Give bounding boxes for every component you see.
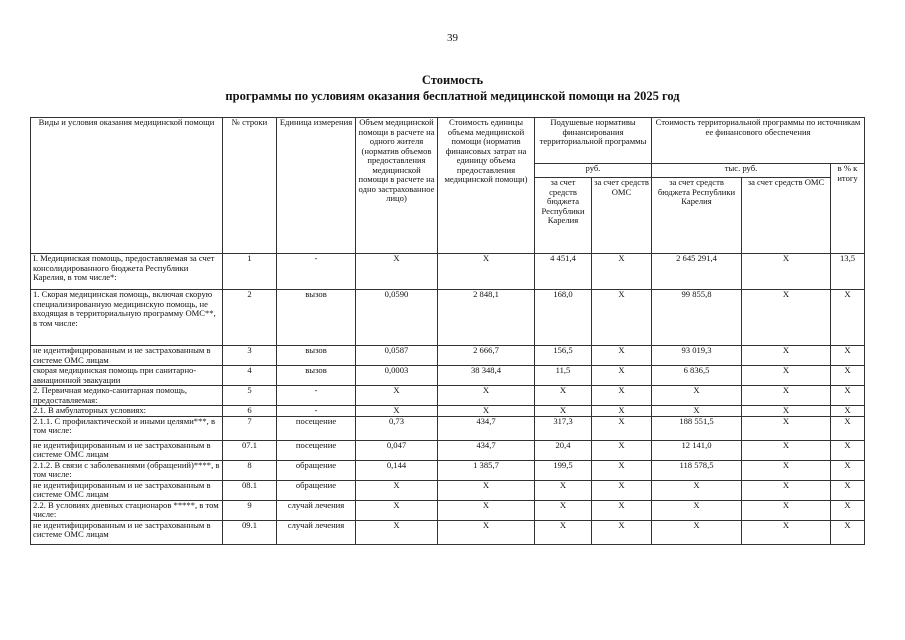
header-rub: руб.	[535, 164, 652, 178]
row-pc-budget: 20,4	[535, 440, 592, 460]
row-number: 07.1	[223, 440, 277, 460]
header-unit: Единица измерения	[277, 118, 356, 254]
row-unit: -	[277, 254, 356, 290]
row-percent: X	[831, 440, 865, 460]
table-row	[31, 386, 865, 406]
cost-table	[30, 117, 865, 545]
row-t-oms: X	[742, 520, 831, 544]
row-t-oms: X	[742, 440, 831, 460]
row-number: 7	[223, 416, 277, 440]
row-percent: X	[831, 480, 865, 500]
header-t-oms: за счет средств ОМС	[742, 178, 831, 254]
title-line-2: программы по условиям оказания бесплатной медицинской помощи на 2025 год	[225, 89, 680, 103]
header-pc-budget: за счет средств бюджета Республики Карелия	[535, 178, 592, 254]
row-t-oms: X	[742, 366, 831, 386]
row-percent: X	[831, 500, 865, 520]
row-name: 2.1.1. С профилактической и иными целями***, в том числе:	[31, 416, 223, 440]
table-row	[31, 254, 865, 290]
row-unit: вызов	[277, 366, 356, 386]
row-volume: 0,047	[356, 440, 438, 460]
row-volume: X	[356, 500, 438, 520]
row-name: 2. Первичная медико-санитарная помощь, предоставляемая:	[31, 386, 223, 406]
row-pc-oms: X	[592, 460, 652, 480]
row-t-oms: X	[742, 416, 831, 440]
row-unit: обращение	[277, 460, 356, 480]
row-cost: 434,7	[438, 440, 535, 460]
row-unit: посещение	[277, 440, 356, 460]
row-number: 2	[223, 290, 277, 346]
row-t-oms: X	[742, 386, 831, 406]
row-number: 4	[223, 366, 277, 386]
header-t-budget: за счет средств бюджета Республики Карелия	[652, 178, 742, 254]
row-number: 1	[223, 254, 277, 290]
row-pc-budget: 4 451,4	[535, 254, 592, 290]
row-unit: посещение	[277, 416, 356, 440]
row-unit: случай лечения	[277, 520, 356, 544]
row-pc-budget: 168,0	[535, 290, 592, 346]
header-pc-oms: за счет средств ОМС	[592, 178, 652, 254]
table-row	[31, 460, 865, 480]
row-pc-oms: X	[592, 386, 652, 406]
row-volume: X	[356, 480, 438, 500]
row-percent: X	[831, 520, 865, 544]
row-number: 8	[223, 460, 277, 480]
row-pc-budget: X	[535, 386, 592, 406]
row-pc-oms: X	[592, 480, 652, 500]
row-t-budget: X	[652, 500, 742, 520]
row-pc-budget: X	[535, 500, 592, 520]
row-pc-oms: X	[592, 254, 652, 290]
row-name: не идентифицированным и не застрахованным в системе ОМС лицам	[31, 480, 223, 500]
row-pc-oms: X	[592, 346, 652, 366]
row-volume: 0,73	[356, 416, 438, 440]
row-unit: вызов	[277, 290, 356, 346]
row-name: 2.1.2. В связи с заболеваниями (обращений)****, в том числе:	[31, 460, 223, 480]
row-pc-oms: X	[592, 366, 652, 386]
header-percent: в % к итогу	[831, 164, 865, 254]
table-row	[31, 440, 865, 460]
row-number: 9	[223, 500, 277, 520]
row-t-budget: X	[652, 386, 742, 406]
row-cost: X	[438, 386, 535, 406]
row-number: 08.1	[223, 480, 277, 500]
row-t-oms: X	[742, 480, 831, 500]
row-t-oms: X	[742, 500, 831, 520]
row-name: 2.2. В условиях дневных стационаров *****, в том числе:	[31, 500, 223, 520]
row-t-oms: X	[742, 346, 831, 366]
header-thous-rub: тыс. руб.	[652, 164, 831, 178]
row-percent: X	[831, 386, 865, 406]
row-volume: 0,0003	[356, 366, 438, 386]
row-name: скорая медицинская помощь при санитарно-авиационной эвакуации	[31, 366, 223, 386]
document-title	[0, 72, 905, 104]
row-unit: случай лечения	[277, 500, 356, 520]
row-number: 5	[223, 386, 277, 406]
row-cost: 38 348,4	[438, 366, 535, 386]
row-percent: X	[831, 406, 865, 417]
row-t-oms: X	[742, 460, 831, 480]
row-t-budget: 99 855,8	[652, 290, 742, 346]
page-number: 39	[447, 32, 458, 44]
row-t-budget: X	[652, 520, 742, 544]
row-number: 3	[223, 346, 277, 366]
header-types: Виды и условия оказания медицинской помощи	[31, 118, 223, 254]
row-t-budget: 2 645 291,4	[652, 254, 742, 290]
row-t-budget: 12 141,0	[652, 440, 742, 460]
row-percent: 13,5	[831, 254, 865, 290]
table-row	[31, 416, 865, 440]
row-cost: 1 385,7	[438, 460, 535, 480]
row-pc-budget: 317,3	[535, 416, 592, 440]
row-volume: X	[356, 520, 438, 544]
row-percent: X	[831, 460, 865, 480]
row-percent: X	[831, 366, 865, 386]
row-t-budget: X	[652, 480, 742, 500]
row-pc-budget: X	[535, 520, 592, 544]
table-row	[31, 500, 865, 520]
row-name: 1. Скорая медицинская помощь, включая скорую специализированную медицинскую помощь, не входящая в территориальную программу ОМС**, в том числе:	[31, 290, 223, 346]
header-per-capita: Подушевые нормативы финансирования территориальной программы	[535, 118, 652, 164]
row-volume: 0,0590	[356, 290, 438, 346]
row-t-budget: 6 836,5	[652, 366, 742, 386]
row-cost: X	[438, 254, 535, 290]
title-line-1: Стоимость	[421, 73, 484, 87]
row-pc-oms: X	[592, 520, 652, 544]
row-unit: вызов	[277, 346, 356, 366]
row-pc-budget: 11,5	[535, 366, 592, 386]
row-t-budget: 93 019,3	[652, 346, 742, 366]
row-percent: X	[831, 290, 865, 346]
row-pc-oms: X	[592, 406, 652, 417]
row-volume: X	[356, 386, 438, 406]
row-pc-oms: X	[592, 416, 652, 440]
row-unit: -	[277, 406, 356, 417]
row-cost: 434,7	[438, 416, 535, 440]
row-number: 6	[223, 406, 277, 417]
header-volume: Объем медицинской помощи в расчете на одного жителя (норматив объемов предоставления медицинской помощи в расчете на одно застрахованное лицо)	[356, 118, 438, 254]
row-t-oms: X	[742, 254, 831, 290]
row-name: I. Медицинская помощь, предоставляемая за счет консолидированного бюджета Республики Карелия, в том числе*:	[31, 254, 223, 290]
row-number: 09.1	[223, 520, 277, 544]
row-name: не идентифицированным и не застрахованным в системе ОМС лицам	[31, 440, 223, 460]
row-percent: X	[831, 416, 865, 440]
row-cost: X	[438, 520, 535, 544]
row-volume: 0,144	[356, 460, 438, 480]
table-row	[31, 366, 865, 386]
header-total-cost: Стоимость территориальной программы по источникам ее финансового обеспечения	[652, 118, 865, 164]
row-unit: обращение	[277, 480, 356, 500]
row-percent: X	[831, 346, 865, 366]
row-pc-oms: X	[592, 440, 652, 460]
row-pc-oms: X	[592, 500, 652, 520]
row-t-oms: X	[742, 290, 831, 346]
table-row	[31, 520, 865, 544]
row-cost: X	[438, 406, 535, 417]
table-row	[31, 406, 865, 417]
row-name: 2.1. В амбулаторных условиях:	[31, 406, 223, 417]
row-pc-budget: 156,5	[535, 346, 592, 366]
row-name: не идентифицированным и не застрахованным в системе ОМС лицам	[31, 346, 223, 366]
row-unit: -	[277, 386, 356, 406]
row-t-budget: 118 578,5	[652, 460, 742, 480]
row-pc-oms: X	[592, 290, 652, 346]
table-body	[31, 254, 865, 545]
row-pc-budget: X	[535, 406, 592, 417]
row-t-budget: 188 551,5	[652, 416, 742, 440]
row-t-oms: X	[742, 406, 831, 417]
row-pc-budget: X	[535, 480, 592, 500]
row-t-budget: X	[652, 406, 742, 417]
header-unit-cost: Стоимость единицы объема медицинской помощи (норматив финансовых затрат на единицу объема предоставления медицинской помощи)	[438, 118, 535, 254]
row-name: не идентифицированным и не застрахованным в системе ОМС лицам	[31, 520, 223, 544]
row-volume: X	[356, 406, 438, 417]
row-cost: 2 666,7	[438, 346, 535, 366]
row-volume: 0,0587	[356, 346, 438, 366]
row-pc-budget: 199,5	[535, 460, 592, 480]
row-cost: X	[438, 480, 535, 500]
table-row	[31, 480, 865, 500]
row-volume: X	[356, 254, 438, 290]
row-cost: 2 848,1	[438, 290, 535, 346]
table-row	[31, 346, 865, 366]
table-row	[31, 290, 865, 346]
header-row-number: № строки	[223, 118, 277, 254]
row-cost: X	[438, 500, 535, 520]
